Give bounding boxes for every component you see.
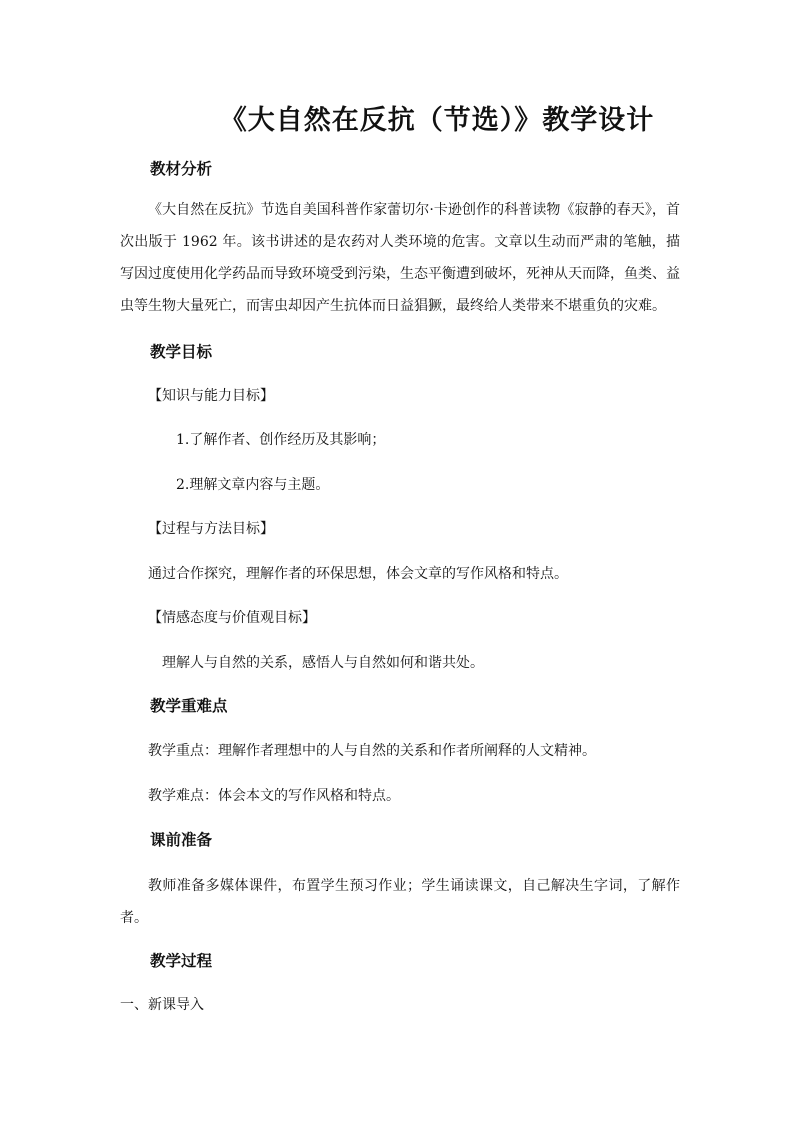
process-goal-text: 通过合作探究，理解作者的环保思想，体会文章的写作风格和特点。 xyxy=(148,566,568,582)
knowledge-goal-item: 2.理解文章内容与主题。 xyxy=(176,477,330,493)
preparation-text: 教师准备多媒体课件，布置学生预习作业；学生诵读课文，自己解决生字词，了解作者。 xyxy=(120,878,680,926)
difficult-point-text: 教学难点：体会本文的写作风格和特点。 xyxy=(148,788,400,804)
heading-material-analysis: 教材分析 xyxy=(150,159,213,178)
heading-teaching-process: 教学过程 xyxy=(150,951,213,970)
paragraph-material-analysis: 《大自然在反抗》节选自美国科普作家蕾切尔·卡逊创作的科普读物《寂静的春天》，首次出版于 1962 年。该书讲述的是农药对人类环境的危害。文章以生动而严肃的笔触，描写因过度使用化学药品而导致环境受到污染，生态平衡遭到破坏，死神从天而降，鱼类、益虫等生物大量死亡，而害虫却因产生抗体而日益猖獗，最终给人类带来不堪重负的灾难。 xyxy=(120,202,680,314)
label-process-goals: 【过程与方法目标】 xyxy=(148,521,274,537)
heading-teaching-goals: 教学目标 xyxy=(150,342,213,361)
emotion-goal-text: 理解人与自然的关系，感悟人与自然如何和谐共处。 xyxy=(162,655,484,671)
process-step-intro: 一、新课导入 xyxy=(120,997,204,1013)
key-point-text: 教学重点：理解作者理想中的人与自然的关系和作者所阐释的人文精神。 xyxy=(148,743,596,759)
heading-key-points: 教学重难点 xyxy=(150,696,228,715)
label-emotion-goals: 【情感态度与价值观目标】 xyxy=(148,610,316,626)
knowledge-goal-item: 1.了解作者、创作经历及其影响； xyxy=(176,432,386,448)
heading-preparation: 课前准备 xyxy=(150,830,213,849)
label-knowledge-goals: 【知识与能力目标】 xyxy=(148,388,274,404)
document-title: 《大自然在反抗（节选）》教学设计 xyxy=(219,105,655,136)
